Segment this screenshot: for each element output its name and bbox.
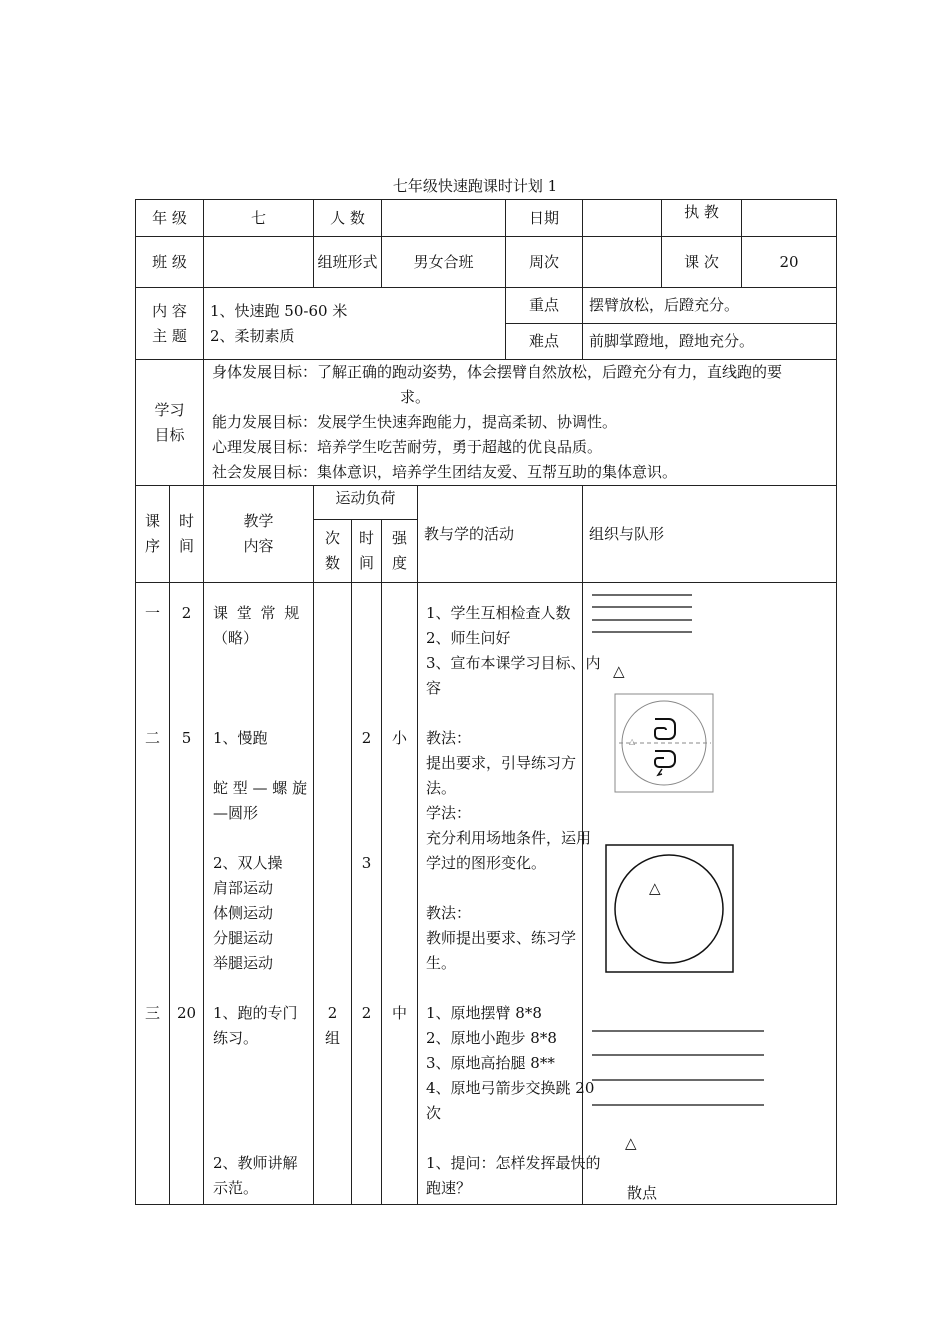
col-intensity-2: 度 [391,554,407,572]
activity-question: 1、提问：怎样发挥最快的 [426,1154,601,1172]
content-snake-cont: —圆形 [213,804,259,822]
seq-column [136,583,170,1205]
activity-drill-4-cont: 次 [426,1104,442,1122]
col-time-1: 时 [178,512,194,530]
duration-3: 2 [361,1004,372,1022]
col-intensity-1: 强 [391,529,407,547]
content-items [204,288,506,360]
seq-2: 二 [144,729,160,747]
week-value [583,237,662,288]
col-organization: 组织与队形 [583,486,837,583]
col-reps-1: 次 [324,529,340,547]
goal-body: 身体发展目标：了解正确的跑动姿势，体会摆臂自然放松，后蹬充分有力，直线跑的要 [212,363,783,381]
week-label: 周次 [506,237,583,288]
page-title: 七年级快速跑课时计划 1 [392,177,558,195]
teacher-label: 执 教 [684,203,719,221]
goal-mental: 心理发展目标：培养学生吃苦耐劳，勇于超越的优良品质。 [212,438,603,456]
goal-body-cont: 求。 [400,388,431,406]
col-content-2: 内容 [243,537,274,555]
content-run-drill: 1、跑的专门 [213,1004,298,1022]
circle-run-diagram [606,845,733,972]
teacher-mark-icon-circle: △ [649,879,661,897]
class-label: 班 级 [136,237,204,288]
count-label: 人 数 [314,200,382,237]
grade-label: 年 级 [136,200,204,237]
activity-learn-cont: 学过的图形变化。 [426,854,547,872]
content-run-drill-cont: 练习。 [213,1029,259,1047]
col-reps [314,520,352,583]
activity-announce: 3、宣布本课学习目标、内 [426,654,601,672]
col-seq-1: 课 [144,512,160,530]
content-demo-cont: 示范。 [213,1179,259,1197]
reps-column [314,583,352,1205]
content-jog: 1、慢跑 [213,729,268,747]
content-leg-split: 分腿运动 [213,929,274,947]
duration-2b: 3 [361,854,372,872]
date-label: 日期 [506,200,583,237]
activity-method-cont: 法。 [426,779,457,797]
group-label: 组班形式 [314,237,382,288]
time-1: 2 [181,604,192,622]
time-column [170,583,204,1205]
intensity-column [382,583,418,1205]
activity-drill-3: 3、原地高抬腿 8** [426,1054,555,1072]
goals-label [136,360,204,486]
goal-social: 社会发展目标：集体意识，培养学生团结友爱、互帮互助的集体意识。 [212,463,678,481]
content-item-1: 1、快速跑 50-60 米 [210,301,348,320]
activity-learn-label: 学法： [426,804,472,822]
col-seq-2: 序 [144,537,160,555]
col-reps-2: 数 [324,554,340,572]
col-activity: 教与学的活动 [418,486,583,583]
activity-method2: 教师提出要求、练习学 [426,929,577,947]
content-label [136,288,204,360]
formation-lines-bottom [592,1031,764,1105]
teacher-cell [662,200,837,237]
grade-value: 七 [204,200,314,237]
difficulty-value: 前脚掌蹬地，蹬地充分。 [583,324,837,360]
activity-greet: 2、师生问好 [426,629,511,647]
teacher-mark-icon: △ [613,662,625,680]
activity-method-label: 教法： [426,729,472,747]
col-intensity [382,520,418,583]
col-duration [352,520,382,583]
col-content [204,486,314,583]
content-column [204,583,314,1205]
teacher-mark-icon-bottom: △ [625,1134,637,1152]
svg-text:△: △ [629,737,636,746]
col-time-2: 间 [178,537,194,555]
activity-method2-cont: 生。 [426,954,457,972]
activity-drill-4: 4、原地弓箭步交换跳 20 [426,1079,595,1097]
content-label-line2: 主 题 [152,326,187,345]
content-label-line1: 内 容 [152,301,187,320]
intensity-2: 小 [391,729,407,747]
lesson-label: 课 次 [684,252,719,271]
time-2: 5 [181,729,192,747]
col-duration-2: 间 [358,554,374,572]
content-item-2: 2、柔韧素质 [210,326,295,345]
activity-announce-cont: 容 [426,679,442,697]
reps-3: 2 [327,1004,338,1022]
class-value [204,237,314,288]
key-label: 重点 [506,288,583,324]
spiral-run-diagram [615,694,713,792]
difficulty-label: 难点 [506,324,583,360]
content-shoulder: 肩部运动 [213,879,274,897]
organization-column [583,583,837,1205]
goals-body [204,360,837,486]
content-side: 体侧运动 [213,904,274,922]
content-demo: 2、教师讲解 [213,1154,298,1172]
goals-label-line1: 学习 [154,400,185,419]
content-pair-exercise: 2、双人操 [213,854,283,872]
content-snake: 蛇 型 — 螺 旋 [213,779,308,797]
teacher-value [741,200,836,236]
seq-1: 一 [144,604,160,622]
group-value: 男女合班 [382,237,506,288]
activity-question-cont: 跑速？ [426,1179,472,1197]
count-value [382,200,506,237]
col-seq [136,486,170,583]
activity-method: 提出要求，引导练习方 [426,754,577,772]
activity-method2-label: 教法： [426,904,472,922]
activity-learn: 充分利用场地条件，运用 [426,829,592,847]
activity-check: 1、学生互相检查人数 [426,604,571,622]
goals-label-line2: 目标 [154,425,185,444]
content-routine: 课 堂 常 规 [213,604,302,622]
time-3: 20 [176,1004,197,1022]
lesson-plan-table [135,199,837,1205]
activity-drill-2: 2、原地小跑步 8*8 [426,1029,557,1047]
col-load: 运动负荷 [314,486,418,520]
goal-ability: 能力发展目标：发展学生快速奔跑能力，提高柔韧、协调性。 [212,413,618,431]
content-leg-raise: 举腿运动 [213,954,274,972]
intensity-3: 中 [391,1004,407,1022]
col-duration-1: 时 [358,529,374,547]
col-content-1: 教学 [243,512,274,530]
duration-2: 2 [361,729,372,747]
col-time [170,486,204,583]
date-value [583,200,662,237]
activity-column [418,583,601,1205]
duration-column [352,583,382,1205]
scatter-label: 散点 [627,1184,658,1202]
content-routine-note: （略） [213,629,259,647]
lesson-cell [662,237,837,288]
lesson-value: 20 [741,237,836,287]
formation-lines-top [592,595,692,632]
seq-3: 三 [144,1004,160,1022]
reps-3-unit: 组 [324,1029,340,1047]
activity-drill-1: 1、原地摆臂 8*8 [426,1004,542,1022]
key-value: 摆臂放松，后蹬充分。 [583,288,837,324]
